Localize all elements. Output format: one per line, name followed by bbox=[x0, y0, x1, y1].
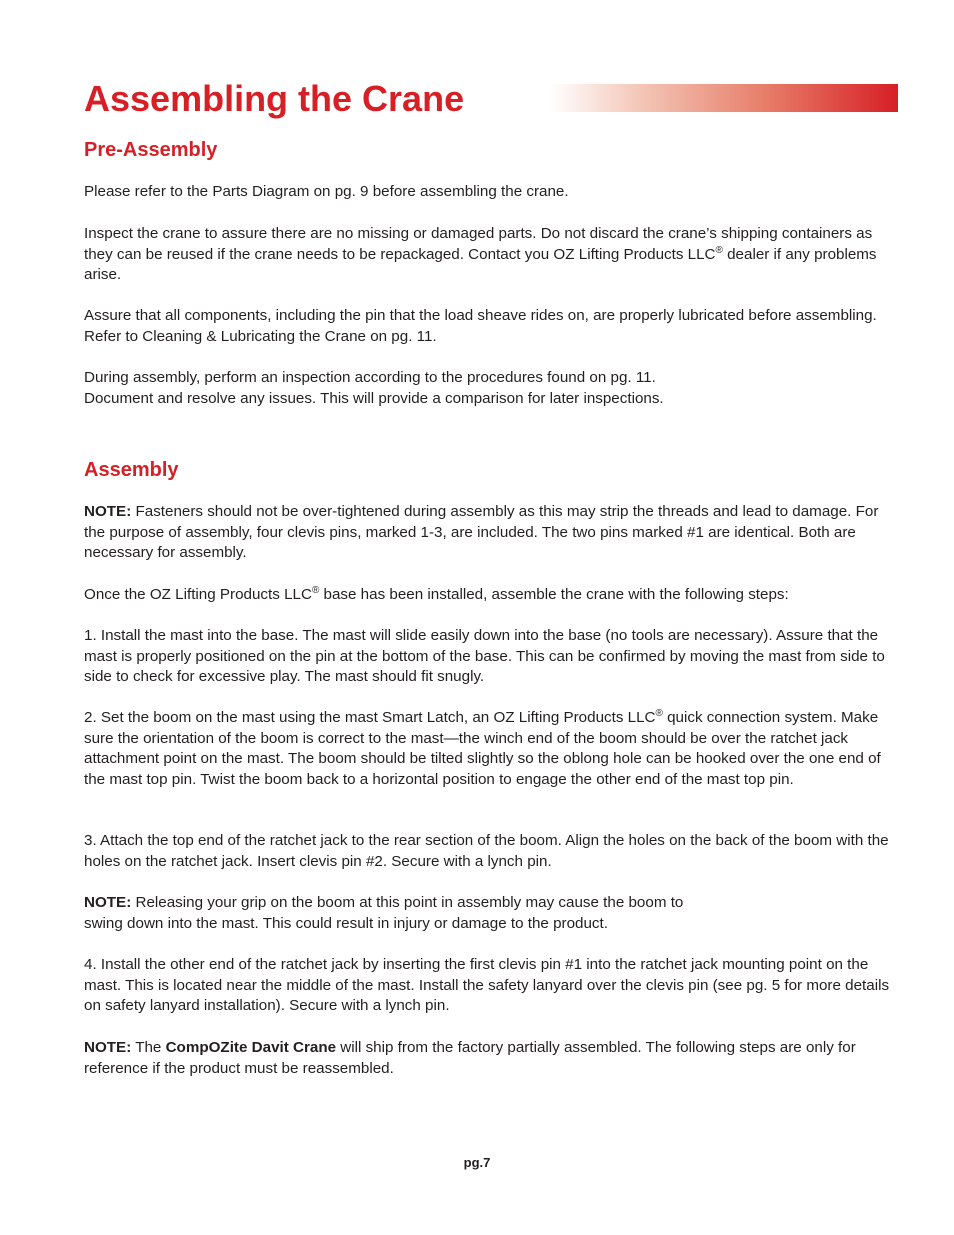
page-title: Assembling the Crane bbox=[84, 78, 465, 119]
assembly-step-4: 4. Install the other end of the ratchet jack by inserting the first clevis pin #1 into the ratchet jack mounting point on the mast. This is located near the middle of the mast. Install the safety lanyard over the clevis pin (see pg. 5 for more details on safety lanyard installation). Secure with a lynch pin. bbox=[84, 956, 890, 1014]
assembly-heading: Assembly bbox=[84, 459, 179, 481]
pre-assembly-paragraph-3: Assure that all components, including the pin that the load sheave rides on, are properly lubricated before assembling. Refer to Cleaning & Lubricating the Crane on pg. 11. bbox=[84, 307, 877, 345]
title-row bbox=[84, 76, 898, 122]
assembly-note-2: NOTE: Releasing your grip on the boom at this point in assembly may cause the boom to swing down into the mast. This could result in injury or damage to the product. bbox=[84, 894, 684, 932]
assembly-step-2: 2. Set the boom on the mast using the mast Smart Latch, an OZ Lifting Products LLC® quick connection system. Make sure the orientation of the boom is correct to the mast—the winch end of the boom should be over the ratchet jack attachment point on the mast. The boom should be tilted slightly so the oblong hole can be hooked over the one end of the mast top pin. Twist the boom back to a horizontal position to engage the other end of the mast top pin. bbox=[84, 708, 881, 788]
note-label: NOTE: bbox=[84, 1039, 132, 1056]
title-gradient-bar bbox=[550, 84, 898, 112]
page-number: pg.7 bbox=[463, 1155, 491, 1170]
pre-assembly-paragraph-4: During assembly, perform an inspection according to the procedures found on pg. 11. Document and resolve any issues. This will provide a comparison for later inspections. bbox=[84, 369, 664, 407]
assembly-note-3: NOTE: The CompOZite Davit Crane will ship from the factory partially assembled. The following steps are only for reference if the product must be reassembled. bbox=[84, 1039, 856, 1077]
registered-mark: ® bbox=[715, 244, 723, 256]
note-label: NOTE: bbox=[84, 894, 132, 911]
registered-mark: ® bbox=[311, 585, 320, 596]
assembly-intro: Once the OZ Lifting Products LLC® base has been installed, assemble the crane with the following steps: bbox=[84, 585, 789, 603]
registered-mark: ® bbox=[655, 708, 663, 719]
assembly-step-1: 1. Install the mast into the base. The mast will slide easily down into the base (no tools are necessary). Assure that the mast is properly positioned on the pin at the bottom of the base. This can be confirmed by moving the mast from side to side to check for excessive play. The mast should fit snugly. bbox=[84, 627, 885, 685]
assembly-note-1: NOTE: Fasteners should not be over-tightened during assembly as this may strip the threads and lead to damage. For the purpose of assembly, four clevis pins, marked 1-3, are included. The two pins marked #1 are identical. Both are necessary for assembly. bbox=[84, 503, 879, 561]
assembly-step-3: 3. Attach the top end of the ratchet jack to the rear section of the boom. Align the holes on the back of the boom with the holes on the ratchet jack. Insert clevis pin #2. Secure with a lynch pin. bbox=[84, 832, 889, 870]
pre-assembly-heading: Pre-Assembly bbox=[84, 139, 218, 161]
product-name: CompOZite Davit Crane bbox=[165, 1039, 337, 1056]
pre-assembly-paragraph-1: Please refer to the Parts Diagram on pg. 9 before assembling the crane. bbox=[84, 183, 569, 200]
pre-assembly-paragraph-2: Inspect the crane to assure there are no missing or damaged parts. Do not discard the crane’s shipping containers as they can be reused if the crane needs to be repackaged. Contact you OZ Lifting Products LLC® dealer if any problems arise. bbox=[84, 225, 877, 283]
note-label: NOTE: bbox=[84, 503, 132, 520]
